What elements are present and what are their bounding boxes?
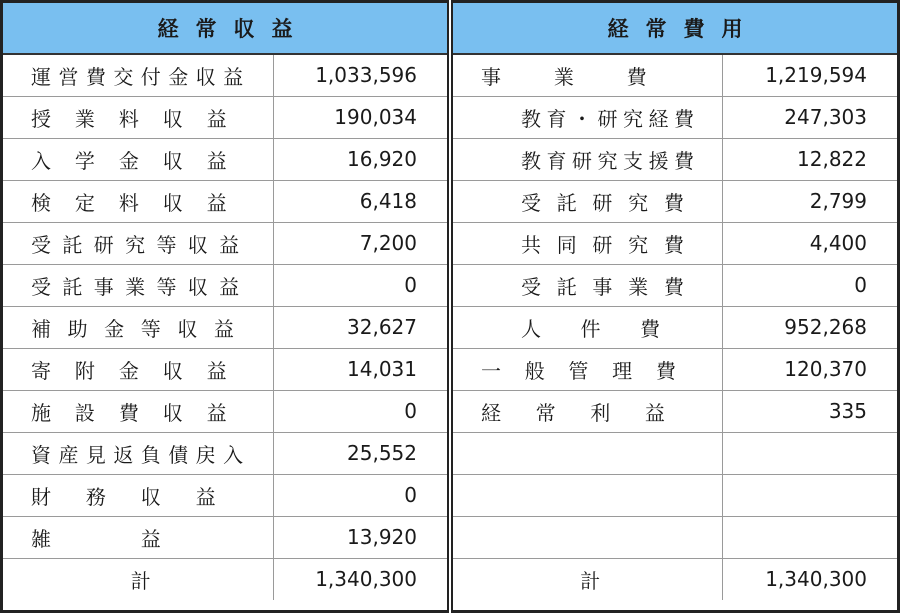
table-row [3,54,447,96]
table-row [3,516,447,558]
table-row [3,306,447,348]
row-label-cell [453,264,722,306]
row-label-cell [453,54,722,96]
expenses-panel [451,0,900,613]
table-row [3,474,447,516]
row-label-cell [3,474,273,516]
row-value: 120,370 [722,348,897,390]
row-label-cell [3,138,273,180]
row-label: 計 [580,568,601,593]
row-value: 0 [273,264,447,306]
table-row [453,54,897,96]
row-label: 経 常 利 益 [481,400,665,425]
table-row [453,516,897,558]
row-value: 1,340,300 [765,567,867,592]
row-label: 雑 益 [31,526,161,551]
row-value: 2,799 [722,180,897,222]
expenses-header: 経常費用 [453,3,897,54]
row-label-cell [453,390,722,432]
table-row [3,138,447,180]
row-label-cell [3,264,273,306]
row-label-cell [3,348,273,390]
row-label-cell [453,96,722,138]
row-label-cell [453,474,722,516]
row-label-cell [3,180,273,222]
row-label: 施 設 費 収 益 [31,400,227,425]
row-label: 一 般 管 理 費 [481,358,676,383]
row-label: 受 託 事 業 費 [521,274,684,299]
row-value: 247,303 [722,96,897,138]
row-label-cell [453,558,722,600]
table-row [453,390,897,432]
row-label-cell [3,306,273,348]
row-label: 人 件 費 [521,316,660,341]
row-value: 14,031 [273,348,447,390]
row-label: 計 [130,568,151,593]
row-value: 1,219,594 [722,54,897,96]
row-value [722,516,897,558]
revenue-panel [0,0,449,613]
row-value [722,432,897,474]
row-label-cell [3,222,273,264]
row-value: 32,627 [273,306,447,348]
table-row [3,222,447,264]
table-row [453,96,897,138]
row-label: 授 業 料 収 益 [31,106,227,131]
row-label-cell [3,54,273,96]
row-label: 受 託 事 業 等 収 益 [31,274,240,299]
row-label-cell [453,222,722,264]
row-label: 教 育 ・ 研 究 経 費 [521,106,694,131]
row-label-cell [453,180,722,222]
table-row [453,180,897,222]
table-row [453,222,897,264]
row-label: 受 託 研 究 費 [521,190,684,215]
row-value: 12,822 [722,138,897,180]
row-label-cell [453,138,722,180]
row-label: 検 定 料 収 益 [31,190,227,215]
row-value: 190,034 [273,96,447,138]
row-label-cell [3,516,273,558]
row-value: 6,418 [273,180,447,222]
row-label-cell [453,306,722,348]
table-row [453,264,897,306]
table-row [3,180,447,222]
table-row [453,348,897,390]
row-label: 受 託 研 究 等 収 益 [31,232,240,257]
row-label-cell [3,432,273,474]
row-value: 4,400 [722,222,897,264]
table-row [453,138,897,180]
row-label: 資 産 見 返 負 債 戻 入 [31,442,244,467]
row-label: 共 同 研 究 費 [521,232,684,257]
expenses-table [453,3,897,600]
row-value: 13,920 [273,516,447,558]
row-label: 補 助 金 等 収 益 [31,316,234,341]
row-label: 事 業 費 [481,64,647,89]
table-row [453,474,897,516]
row-label-cell [3,96,273,138]
row-label-cell [453,348,722,390]
table-row [453,306,897,348]
table-row [3,348,447,390]
row-label: 財 務 収 益 [31,484,216,509]
total-row [3,558,447,600]
row-label: 運 営 費 交 付 金 収 益 [31,64,244,89]
row-value: 1,033,596 [273,54,447,96]
row-value: 7,200 [273,222,447,264]
row-label: 寄 附 金 収 益 [31,358,227,383]
row-value: 952,268 [722,306,897,348]
revenue-table [3,3,447,600]
row-value: 0 [273,474,447,516]
row-label: 教 育 研 究 支 援 費 [521,148,694,173]
row-value: 1,340,300 [315,567,417,592]
row-label-cell [3,390,273,432]
row-value: 16,920 [273,138,447,180]
total-row [453,558,897,600]
table-row [3,432,447,474]
table-row [3,390,447,432]
row-label-cell [453,516,722,558]
row-value: 0 [273,390,447,432]
row-value: 0 [722,264,897,306]
row-value: 25,552 [273,432,447,474]
row-label-cell [3,558,273,600]
table-row [453,432,897,474]
row-label-cell [453,432,722,474]
table-row [3,264,447,306]
row-value [722,474,897,516]
row-label: 入 学 金 収 益 [31,148,227,173]
row-value: 335 [722,390,897,432]
table-row [3,96,447,138]
revenue-header: 経常収益 [3,3,447,54]
